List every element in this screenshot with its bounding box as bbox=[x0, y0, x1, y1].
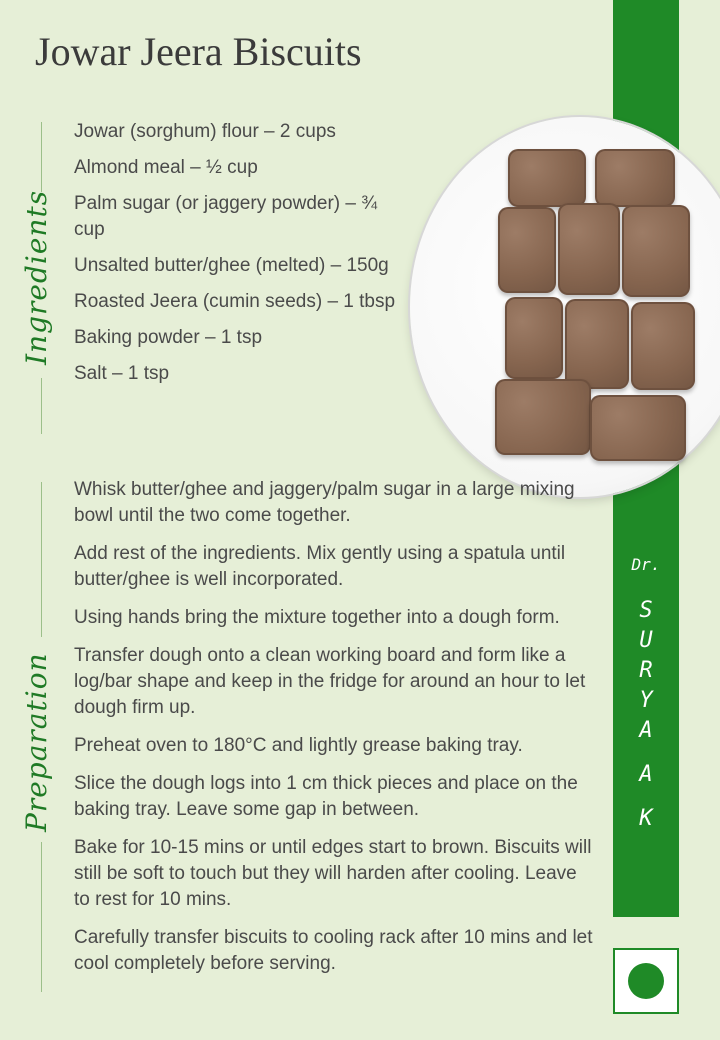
veg-dot bbox=[628, 963, 664, 999]
author-letter: A bbox=[639, 718, 653, 743]
preparation-step: Using hands bring the mixture together into a dough form. bbox=[74, 607, 560, 628]
biscuit bbox=[631, 302, 695, 390]
divider-line bbox=[41, 122, 42, 192]
preparation-step: Carefully transfer biscuits to cooling rack after 10 mins and let cool completely before serving. bbox=[74, 927, 593, 974]
preparation-step: Transfer dough onto a clean working board and form like a log/bar shape and keep in the fridge for around an hour to let dough firm up. bbox=[74, 645, 586, 718]
ingredient-item: Palm sugar (or jaggery powder) – ¾ cup bbox=[74, 193, 378, 240]
author-letter: Y bbox=[639, 688, 653, 713]
ingredient-item: Jowar (sorghum) flour – 2 cups bbox=[74, 121, 336, 142]
biscuit bbox=[595, 149, 675, 207]
biscuit bbox=[558, 203, 620, 295]
author-letter: U bbox=[639, 628, 653, 653]
preparation-step: Bake for 10-15 mins or until edges start to brown. Biscuits will still be soft to touch but they will harden after cooling. Leave to rest for 10 mins. bbox=[74, 837, 592, 910]
divider-line bbox=[41, 842, 42, 992]
divider-line bbox=[41, 378, 42, 434]
author-letter: A bbox=[639, 762, 653, 787]
preparation-section-label: Preparation bbox=[20, 652, 53, 832]
author-prefix: Dr. bbox=[631, 555, 661, 574]
author-letter: R bbox=[639, 658, 653, 683]
page-title: Jowar Jeera Biscuits bbox=[35, 29, 362, 74]
biscuit bbox=[622, 205, 690, 297]
ingredients-section-label: Ingredients bbox=[20, 189, 53, 365]
preparation-step: Preheat oven to 180°C and lightly grease baking tray. bbox=[74, 735, 523, 756]
ingredient-item: Unsalted butter/ghee (melted) – 150g bbox=[74, 255, 389, 276]
biscuit bbox=[505, 297, 563, 379]
ingredient-item: Baking powder – 1 tsp bbox=[74, 327, 263, 348]
biscuit bbox=[565, 299, 629, 389]
biscuit bbox=[508, 149, 586, 207]
author-letter: K bbox=[639, 806, 653, 831]
preparation-step: Whisk butter/ghee and jaggery/palm sugar in a large mixing bowl until the two come together. bbox=[74, 479, 575, 526]
ingredients-list bbox=[74, 119, 404, 397]
biscuit bbox=[498, 207, 556, 293]
veg-symbol-icon bbox=[613, 948, 679, 1014]
biscuit bbox=[590, 395, 686, 461]
ingredient-item: Almond meal – ½ cup bbox=[74, 157, 258, 178]
ingredient-item: Roasted Jeera (cumin seeds) – 1 tbsp bbox=[74, 291, 396, 312]
author-name bbox=[613, 555, 679, 834]
biscuit bbox=[495, 379, 591, 455]
ingredient-item: Salt – 1 tsp bbox=[74, 363, 170, 384]
divider-line bbox=[41, 482, 42, 637]
preparation-step: Slice the dough logs into 1 cm thick pieces and place on the baking tray. Leave some gap in between. bbox=[74, 773, 578, 820]
preparation-step: Add rest of the ingredients. Mix gently using a spatula until butter/ghee is well incorporated. bbox=[74, 543, 566, 590]
biscuit-plate-image bbox=[410, 117, 720, 497]
author-letter: S bbox=[639, 598, 653, 623]
preparation-list bbox=[74, 477, 594, 989]
